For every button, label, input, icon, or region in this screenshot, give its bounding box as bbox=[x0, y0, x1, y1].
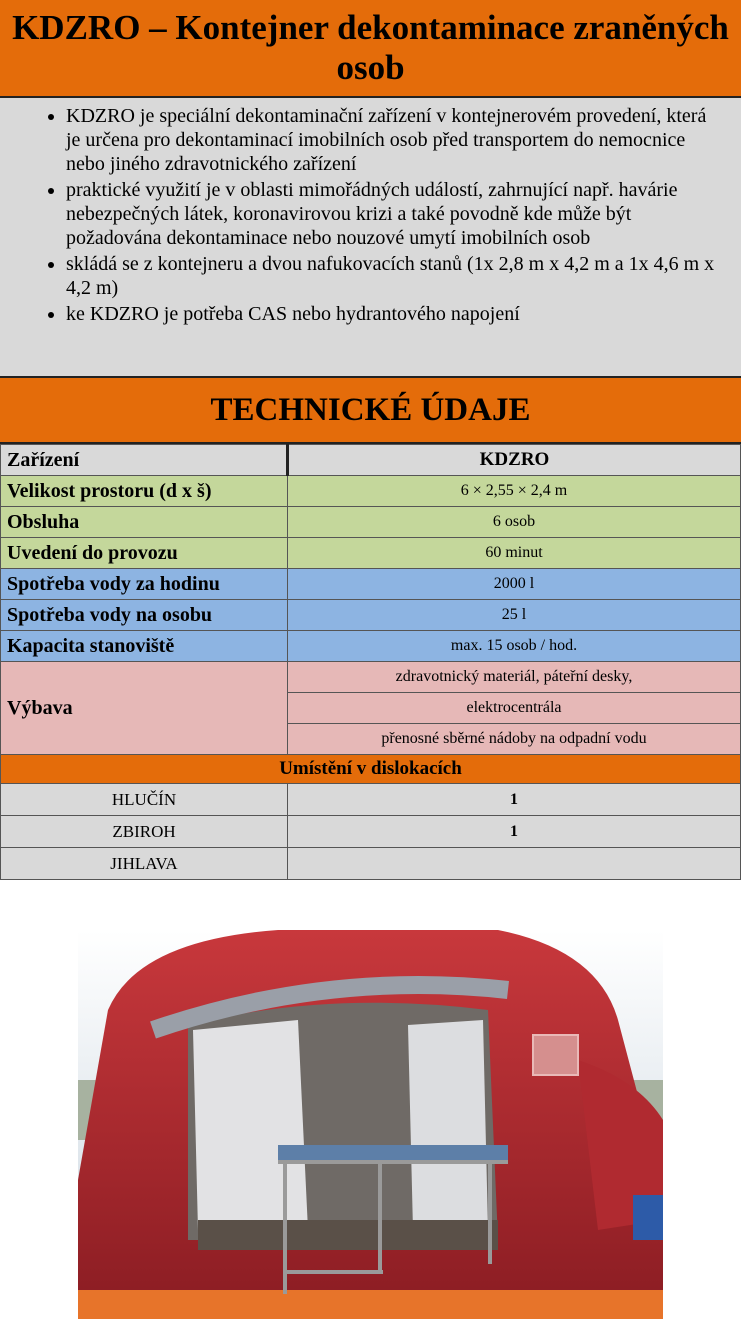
equipment-item: elektrocentrála bbox=[288, 693, 741, 724]
page-title: KDZRO – Kontejner dekontaminace zraněných osob bbox=[12, 8, 729, 87]
intro-list bbox=[0, 98, 741, 326]
equipment-label: Výbava bbox=[1, 662, 288, 755]
row-label: Obsluha bbox=[1, 507, 288, 538]
row-label: Spotřeba vody za hodinu bbox=[1, 569, 288, 600]
row-value: 6 osob bbox=[288, 507, 741, 538]
intro-section bbox=[0, 98, 741, 378]
locations-title-row bbox=[1, 755, 741, 784]
table-row bbox=[1, 600, 741, 631]
table-row bbox=[1, 569, 741, 600]
location-row bbox=[1, 784, 741, 816]
intro-bullet: • skládá se z kontejneru a dvou nafukovacích stanů (1x 2,8 m x 4,2 m a 1x 4,6 m x 4,2 m) bbox=[66, 252, 725, 300]
equipment-item: přenosné sběrné nádoby na odpadní vodu bbox=[288, 724, 741, 755]
intro-bullet: • praktické využití je v oblasti mimořádných událostí, zahrnující např. havárie nebezpečných látek, koronavirovou krizi a také povodně kde může být požadována dekontaminace nebo nouzové umytí imobilních osob bbox=[66, 178, 725, 250]
location-row bbox=[1, 848, 741, 880]
row-label: Spotřeba vody na osobu bbox=[1, 600, 288, 631]
table-row bbox=[1, 631, 741, 662]
tech-heading: TECHNICKÉ ÚDAJE bbox=[210, 391, 531, 428]
location-place: ZBIROH bbox=[1, 816, 288, 848]
spec-table bbox=[0, 444, 741, 880]
row-value: 25 l bbox=[288, 600, 741, 631]
table-row bbox=[1, 538, 741, 569]
table-row bbox=[1, 476, 741, 507]
equipment-row bbox=[1, 662, 741, 693]
intro-bullet: • KDZRO je speciální dekontaminační zařízení v kontejnerovém provedení, která je určena pro dekontaminací imobilních osob před transportem do nemocnice nebo jiného zdravotnického zařízení bbox=[66, 104, 725, 176]
locations-title: Umístění v dislokacích bbox=[1, 755, 741, 784]
header-value: KDZRO bbox=[288, 445, 741, 476]
table-header-row bbox=[1, 445, 741, 476]
row-value: max. 15 osob / hod. bbox=[288, 631, 741, 662]
location-place: HLUČÍN bbox=[1, 784, 288, 816]
row-label: Kapacita stanoviště bbox=[1, 631, 288, 662]
location-row bbox=[1, 816, 741, 848]
location-count bbox=[288, 848, 741, 880]
tent-photo bbox=[78, 930, 663, 1319]
title-banner bbox=[0, 0, 741, 98]
intro-bullet: • ke KDZRO je potřeba CAS nebo hydrantového napojení bbox=[66, 302, 725, 326]
row-value: 6 × 2,55 × 2,4 m bbox=[288, 476, 741, 507]
location-count: 1 bbox=[288, 816, 741, 848]
header-label: Zařízení bbox=[1, 445, 288, 476]
location-place: JIHLAVA bbox=[1, 848, 288, 880]
row-value: 2000 l bbox=[288, 569, 741, 600]
location-count: 1 bbox=[288, 784, 741, 816]
tech-heading-banner bbox=[0, 378, 741, 444]
tent-illustration bbox=[78, 930, 663, 1319]
table-row bbox=[1, 507, 741, 538]
equipment-item: zdravotnický materiál, páteřní desky, bbox=[288, 662, 741, 693]
row-label: Velikost prostoru (d x š) bbox=[1, 476, 288, 507]
row-label: Uvedení do provozu bbox=[1, 538, 288, 569]
row-value: 60 minut bbox=[288, 538, 741, 569]
